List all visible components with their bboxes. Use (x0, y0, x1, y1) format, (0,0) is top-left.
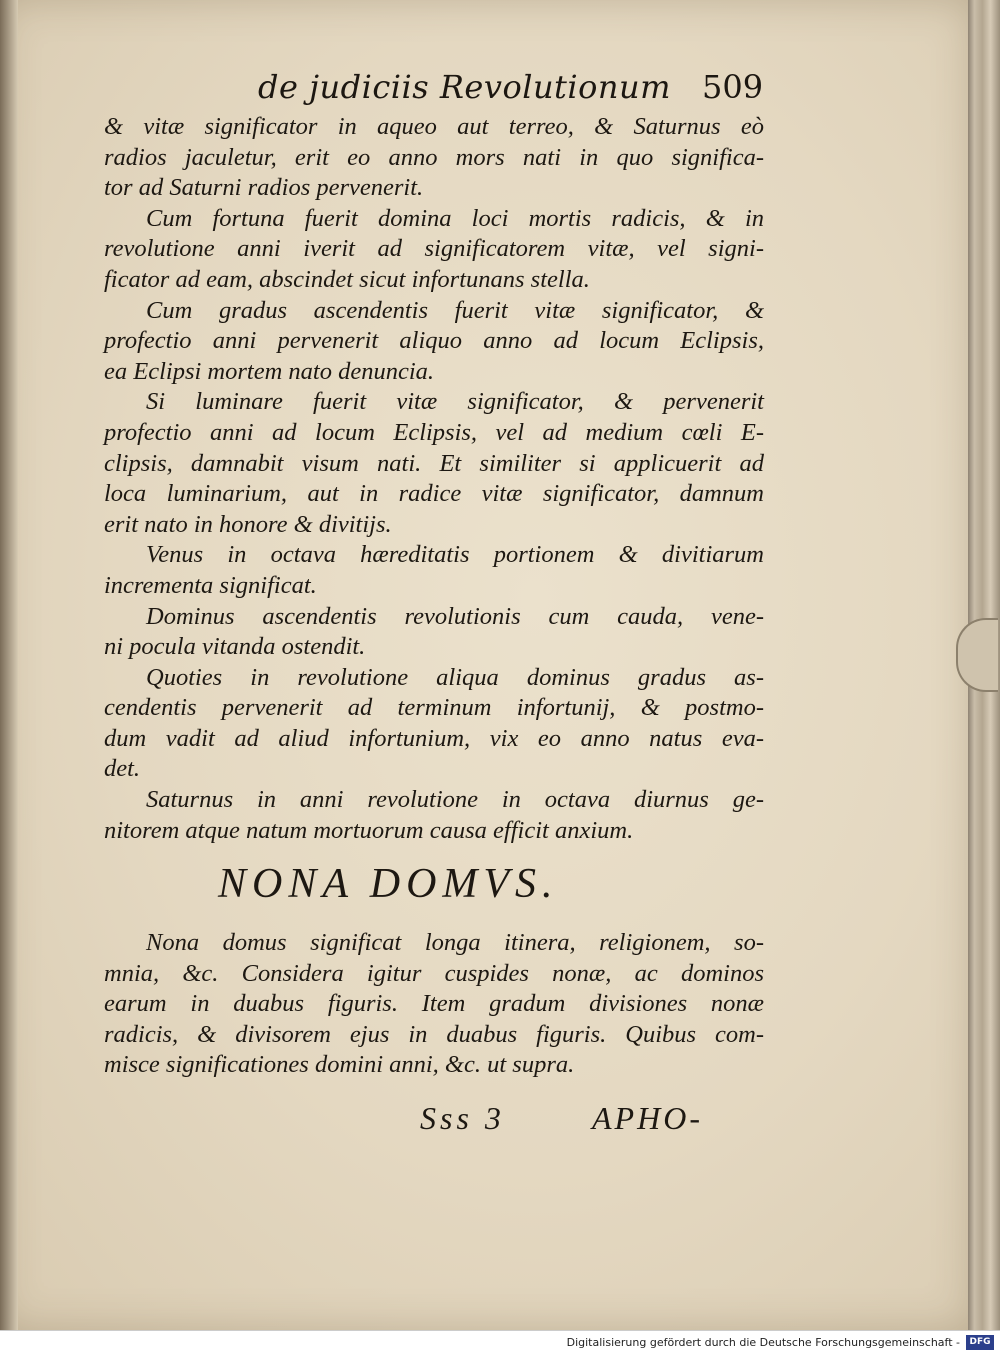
text-line: profectio anni pervenerit aliquo anno ad locum Eclipsis, (104, 327, 764, 355)
text-line: nitorem atque natum mortuorum causa efficit anxium. (104, 816, 634, 844)
running-head: de judiciis Revolutionum (258, 68, 671, 106)
text-line: radios jaculetur, erit eo anno mors nati in quo significa- (104, 143, 764, 171)
text-line: Quoties in revolutione aliqua dominus gradus as- (146, 663, 764, 691)
section-heading: NONA DOMVS. (218, 861, 559, 907)
text-line: Saturnus in anni revolutione in octava diurnus ge- (146, 786, 764, 814)
text-line: ni pocula vitanda ostendit. (104, 633, 366, 661)
text-line: cendentis pervenerit ad terminum infortunij, & postmo- (104, 694, 764, 722)
text-line: Nona domus significat longa itinera, religionem, so- (146, 929, 764, 956)
text-line: det. (104, 755, 141, 783)
text-line: Dominus ascendentis revolutionis cum cauda, vene- (146, 602, 764, 630)
text-line: earum in duabus figuris. Item gradum divisiones nonæ (104, 990, 764, 1018)
text-line: revolutione anni iverit ad significatorem vitæ, vel signi- (104, 235, 764, 263)
page-number: 509 (702, 68, 764, 106)
page-gutter (0, 0, 18, 1330)
text-line: incrementa significat. (104, 571, 317, 599)
section-text (104, 928, 764, 1081)
page-fold (956, 618, 998, 692)
text-line: Venus in octava hæreditatis portionem & divitiarum (146, 541, 764, 569)
text-line: dum vadit ad aliud infortunium, vix eo anno natus eva- (104, 724, 764, 752)
text-line: Cum fortuna fuerit domina loci mortis radicis, & in (146, 204, 764, 232)
text-line: misce significationes domini anni, &c. ut supra. (104, 1051, 575, 1079)
footer-credit: Digitalisierung gefördert durch die Deutsche Forschungsgemeinschaft - (566, 1336, 960, 1349)
text-line: ea Eclipsi mortem nato denuncia. (104, 357, 435, 385)
text-line: & vitæ significator in aqueo aut terreo, & Saturnus eò (104, 113, 764, 140)
footer-bar (0, 1330, 1000, 1355)
page-edges (968, 0, 1000, 1330)
signature-mark: Sss 3 (420, 1100, 505, 1136)
text-line: clipsis, damnabit visum nati. Et similiter si applicuerit ad (104, 449, 764, 477)
catchword: APHO- (592, 1100, 703, 1136)
text-line: tor ad Saturni radios pervenerit. (104, 174, 424, 202)
body-text (104, 112, 764, 846)
dfg-logo-icon[interactable]: DFG (966, 1335, 994, 1350)
text-line: loca luminarium, aut in radice vitæ significator, damnum (104, 480, 764, 508)
text-line: Cum gradus ascendentis fuerit vitæ significator, & (146, 296, 764, 324)
text-line: ficator ad eam, abscindet sicut infortunans stella. (104, 265, 590, 293)
text-line: mnia, &c. Considera igitur cuspides nonæ, ac dominos (104, 959, 764, 987)
text-line: profectio anni ad locum Eclipsis, vel ad medium cœli E- (104, 418, 764, 446)
text-line: erit nato in honore & divitijs. (104, 510, 392, 538)
text-line: Si luminare fuerit vitæ significator, & pervenerit (146, 388, 764, 416)
text-line: radicis, & divisorem ejus in duabus figuris. Quibus com- (104, 1020, 764, 1048)
